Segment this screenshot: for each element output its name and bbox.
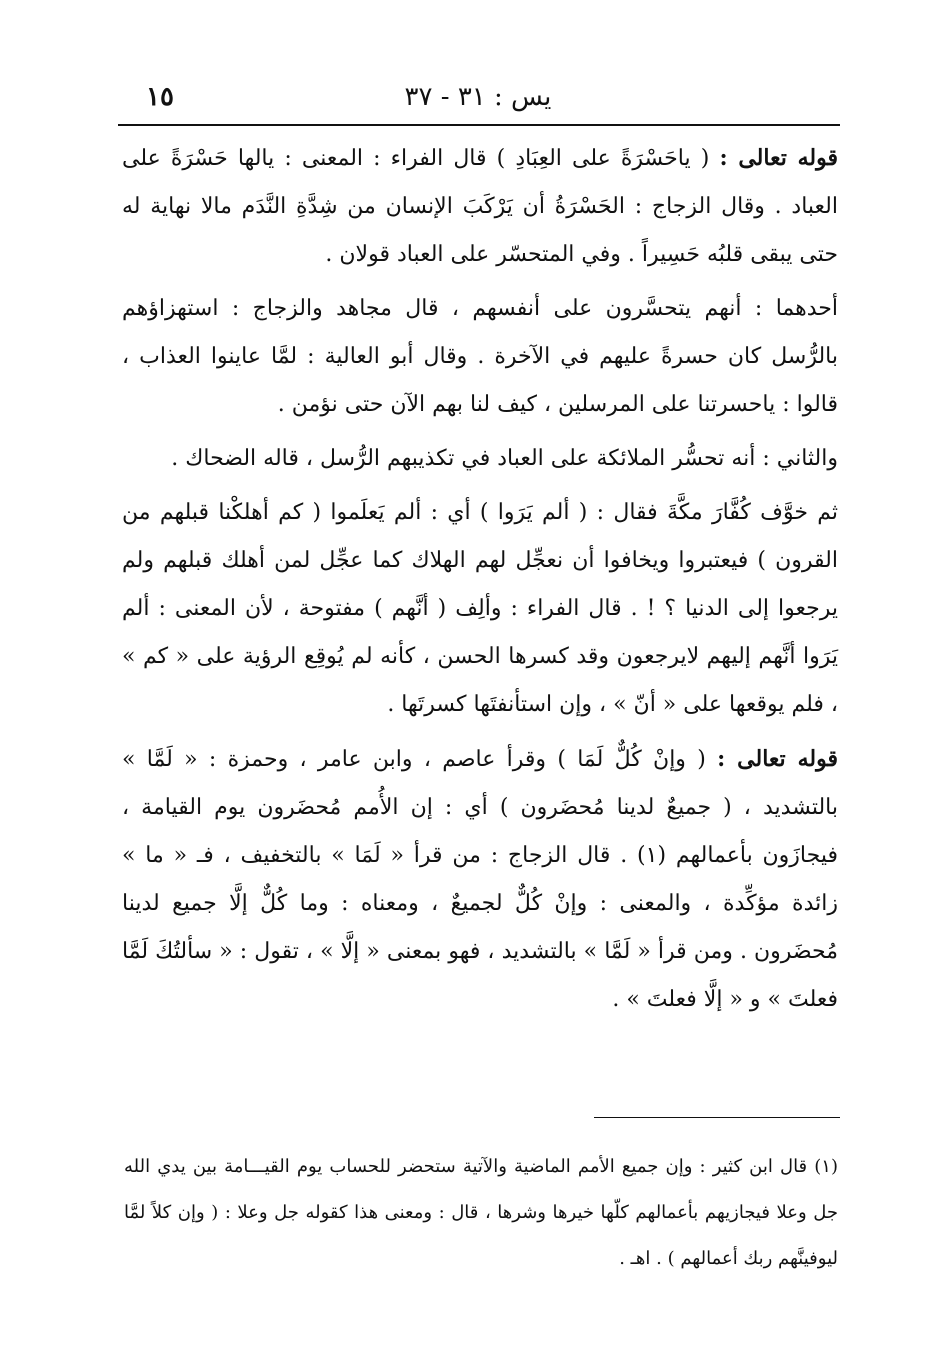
paragraph-text: ( ياحَسْرَةً على العِبَادِ ) قال الفراء : المعنى : يالها حَسْرَةً على العباد . وقال الزجاج : الحَسْرَةُ أن يَرْكَبَ الإنسان من شِدَّةِ النَّدَم مالا نهاية له حتى يبقى قلبُه حَسِيراً . وفي المتحسّر على العباد قولان .: [122, 146, 838, 267]
paragraph: [122, 735, 838, 1024]
paragraph-text: ( وإنْ كُلٌّ لَمَا ) وقرأ عاصم ، وابن عامر ، وحمزة : « لَمَّا » بالتشديد ، ( جميعٌ لدينا مُحضَرون ) أي : إن الأُمم مُحضَرون يوم القيامة ، فيجازَون بأعمالهم (١) . قال الزجاج : من قرأ « لَمَا » بالتخفيف ، فـ « ما » زائدة مؤكِّدة ، والمعنى : وإنْ كُلٌّ لجميعٌ ، ومعناه : وما كُلٌّ إلَّا جميع لدينا مُحضَرون . ومن قرأ « لَمَّا » بالتشديد ، فهو بمعنى « إلَّا » ، تقول : « سألتُكَ لَمَّا فعلتَ » و « إلَّا فعلتَ » .: [122, 747, 838, 1012]
footnote-text: (١) قال ابن كثير : وإن جميع الأمم الماضية والآتية ستحضر للحساب يوم القيـــامة بين يدي الله جل وعلا فيجازيهم بأعمالهم كلّها خيرها وشرها ، قال : ومعنى هذا كقوله جل وعلا : ( وإن كلاً لمَّا ليوفينَّهم ربك أعمالهم ) . اهـ .: [124, 1156, 838, 1269]
page-header: [118, 82, 838, 122]
verse-lead: قوله تعالى :: [719, 145, 838, 171]
paragraph: [122, 134, 838, 279]
paragraph-text: أحدهما : أنهم يتحسَّرون على أنفسهم ، قال مجاهد والزجاج : استهزاؤهم بالرُّسل كان حسرةً عليهم في الآخرة . وقال أبو العالية : لمَّا عاينوا العذاب ، قالوا : ياحسرتنا على المرسلين ، كيف لنا بهم الآن حتى نؤمن .: [122, 296, 838, 417]
running-title: يس : ٣١ - ٣٧: [404, 82, 552, 112]
paragraph: [122, 435, 838, 483]
paragraph: [122, 285, 838, 429]
footnote-rule: [594, 1117, 840, 1118]
footnote: [124, 1144, 838, 1282]
paragraph-text: والثاني : أنه تحسُّر الملائكة على العباد في تكذيبهم الرُّسل ، قاله الضحاك .: [171, 446, 838, 471]
main-text: [122, 134, 838, 1030]
verse-lead: قوله تعالى :: [717, 746, 838, 772]
header-rule: [118, 124, 840, 126]
paragraph: [122, 489, 838, 729]
paragraph-text: ثم خوَّف كُفَّارَ مكَّةَ فقال : ( ألم يَرَوا ) أي : ألم يَعلَموا ( كم أهلكْنا قبلهم من القرون ) فيعتبروا ويخافوا أن نعجِّل لهم الهلاك كما عجِّل لمن أهلك قبلهم ولم يرجعوا إلى الدنيا ؟ ! . قال الفراء : وألِف ( أنَّهم ) مفتوحة ، لأن المعنى : ألم يَرَوا أنَّهم إليهم لايرجعون وقد كسرها الحسن ، كأنه لم يُوقِع الرؤية على « كم » ، فلم يوقعها على « أنّ » ، وإن استأنفتَها كسرتَها .: [122, 500, 838, 717]
page-number: ١٥: [146, 82, 174, 112]
